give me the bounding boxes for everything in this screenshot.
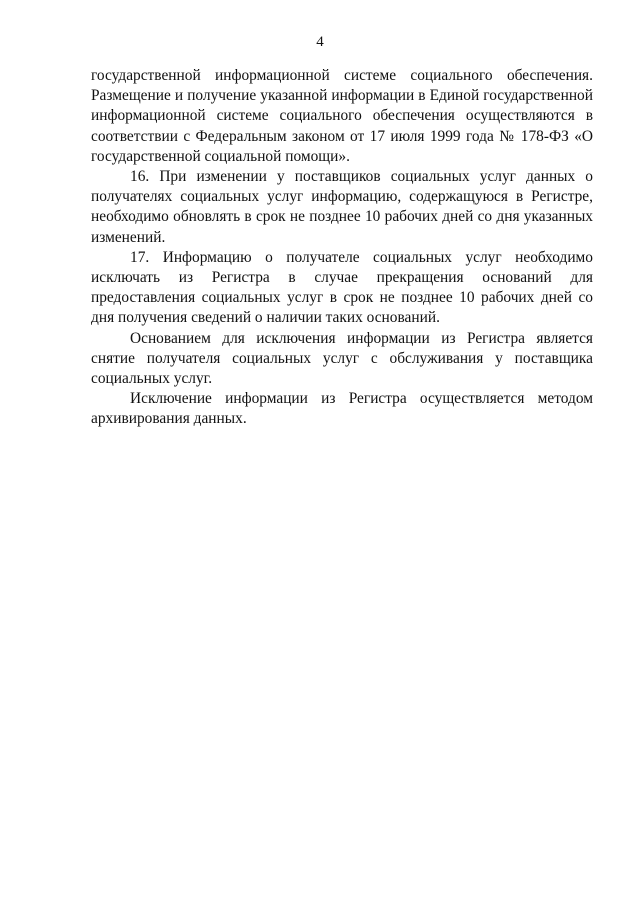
paragraph-item-16: 16. При изменении у поставщиков социальных услуг данных о получателях социальных услуг информацию, содержащуюся в Регистре, необходимо обновлять в срок не позднее 10 рабочих дней со дня указанных изменений.: [91, 168, 593, 246]
paragraph-continuation: государственной информационной системе социального обеспечения. Размещение и получение указанной информации в Единой государственной информационной системе социального обеспечения осуществляются в соответствии с Федеральным законом от 17 июля 1999 года № 178-ФЗ «О государственной социальной помощи».: [91, 67, 593, 165]
document-body: [91, 66, 593, 430]
page-number: 4: [316, 34, 324, 50]
paragraph-item-17: 17. Информацию о получателе социальных услуг необходимо исключать из Регистра в случае прекращения оснований для предоставления социальных услуг в срок не позднее 10 рабочих дней со дня получения сведений о наличии таких оснований.: [91, 248, 593, 327]
paragraph-exclusion-method: Исключение информации из Регистра осуществляется методом архивирования данных.: [91, 390, 593, 428]
paragraph-exclusion-basis: Основанием для исключения информации из Регистра является снятие получателя социальных услуг с обслуживания у поставщика социальных услуг.: [91, 329, 593, 388]
